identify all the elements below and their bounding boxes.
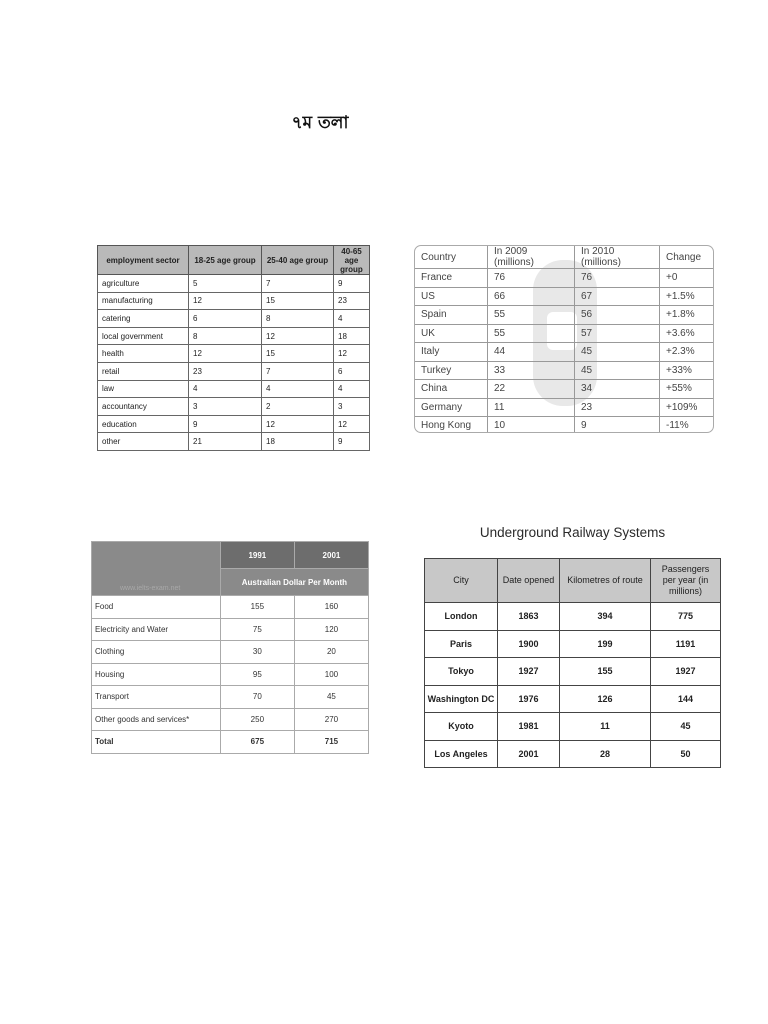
table-cell: 10 [488,417,575,434]
column-header: Kilometres of route [560,559,651,603]
table-row [98,275,370,293]
table-cell: Other goods and services* [92,708,221,731]
table-cell: 126 [560,685,651,713]
table-cell: +3.6% [660,324,714,343]
table-cell: 775 [651,603,721,631]
table-row [98,398,370,416]
table-row [92,686,369,709]
page-title: ৭ম তলা [291,113,349,133]
column-header: In 2010 (millions) [575,246,660,269]
table-cell: -11% [666,420,689,432]
underground-table-body [425,603,721,768]
table-cell: local government [98,327,189,345]
table-cell: 3 [189,398,262,416]
table-cell: 1863 [498,603,560,631]
table-cell: +1.8% [660,306,714,325]
table-row [425,630,721,658]
table-cell: 45 [575,361,660,380]
table-cell: 22 [488,380,575,399]
table-row [92,618,369,641]
table-cell: +1.5% [660,287,714,306]
table-cell: 23 [575,398,660,417]
table-cell: Hong Kong [415,417,488,434]
table-cell: 18 [334,327,370,345]
watermark-text: www.ielts-exam.net [120,585,181,592]
table-cell: 20 [294,641,368,664]
table-cell: 55 [488,306,575,325]
table-cell: 30 [220,641,294,664]
table-row [98,345,370,363]
table-header-row [92,542,369,569]
table-cell: 2001 [498,740,560,768]
table-cell: 28 [560,740,651,768]
column-header: In 2009 (millions) [488,246,575,269]
table-cell: London [425,603,498,631]
table-row [415,287,713,306]
table-cell: +2.3% [660,343,714,362]
table-cell: 120 [294,618,368,641]
table-row [415,306,713,325]
table-cell: France [415,269,488,288]
table-row [98,327,370,345]
table-cell: 8 [262,310,334,328]
table-cell: 50 [651,740,721,768]
expense-table [91,541,369,754]
table-cell: +55% [660,380,714,399]
table-cell: 1900 [498,630,560,658]
table-cell: 2 [262,398,334,416]
employment-table-body [98,275,370,451]
table-cell: 144 [651,685,721,713]
column-header: Passengers per year (in millions) [651,559,721,603]
total-row [92,731,369,754]
table-cell: +109% [660,398,714,417]
table-row [415,361,713,380]
table-cell: 57 [575,324,660,343]
table-cell: 270 [294,708,368,731]
table-cell: Tokyo [425,658,498,686]
table-cell: US [415,287,488,306]
column-header: 18-25 age group [189,246,262,275]
table-cell: manufacturing [98,292,189,310]
table-cell: 12 [189,292,262,310]
table-cell: 1927 [498,658,560,686]
table-cell: Germany [415,398,488,417]
table-row [415,343,713,362]
table-row [425,685,721,713]
table-cell: 4 [334,310,370,328]
table-cell: law [98,380,189,398]
table-cell: Food [92,596,221,619]
expense-table-body [92,596,369,754]
table-cell: 45 [651,713,721,741]
table-cell: China [415,380,488,399]
table-row [98,310,370,328]
table-cell: education [98,415,189,433]
column-header: Country [415,246,488,269]
table-row [98,362,370,380]
country-table [415,246,713,433]
table-cell: Turkey [415,361,488,380]
table-cell: 8 [189,327,262,345]
column-header: 2001 [294,542,368,569]
table-cell: Spain [415,306,488,325]
table-cell: 56 [575,306,660,325]
table-cell: 23 [189,362,262,380]
table-cell: agriculture [98,275,189,293]
table-row [98,433,370,451]
table-row [415,269,713,288]
table-row [98,415,370,433]
table-cell: 15 [262,345,334,363]
table-cell: 675 [220,731,294,754]
table-row [92,663,369,686]
table-cell: 44 [488,343,575,362]
table-cell: retail [98,362,189,380]
table-cell: 18 [262,433,334,451]
table-row [415,417,713,434]
column-header: 1991 [220,542,294,569]
table-cell: Kyoto [425,713,498,741]
table-cell: Total [92,731,221,754]
table-row [425,603,721,631]
table-cell: 70 [220,686,294,709]
table-cell: 95 [220,663,294,686]
table-cell: Italy [415,343,488,362]
table-cell: 11 [488,398,575,417]
table-cell: other [98,433,189,451]
table-cell: 7 [262,275,334,293]
column-header: 25-40 age group [262,246,334,275]
table-cell: 155 [560,658,651,686]
table-cell: +0 [660,269,714,288]
table-cell: 4 [189,380,262,398]
table-cell: 12 [262,327,334,345]
table-cell: 12 [334,415,370,433]
table-cell: Electricity and Water [92,618,221,641]
table-cell: 5 [189,275,262,293]
table-cell: 7 [262,362,334,380]
table-cell: Paris [425,630,498,658]
table-cell: 9 [334,275,370,293]
table-row [425,740,721,768]
table-cell: 160 [294,596,368,619]
table-row [415,324,713,343]
table-cell: 9 [189,415,262,433]
underground-table [424,558,721,768]
table-cell: 76 [488,269,575,288]
column-header: employment sector [98,246,189,275]
table-cell: 66 [488,287,575,306]
table-row [92,596,369,619]
table-cell: 715 [294,731,368,754]
table-cell: catering [98,310,189,328]
table-cell: 23 [334,292,370,310]
table-cell: health [98,345,189,363]
table-row [98,380,370,398]
table-cell: 12 [334,345,370,363]
table-cell: 4 [262,380,334,398]
table-cell: 155 [220,596,294,619]
table-cell: 9 [575,417,660,434]
table-cell: Washington DC [425,685,498,713]
table-header-row [425,559,721,603]
table-cell: 6 [334,362,370,380]
column-header: City [425,559,498,603]
table-row [92,708,369,731]
table-cell: +33% [660,361,714,380]
table-cell: 11 [560,713,651,741]
table-cell: 1981 [498,713,560,741]
column-header: 40-65 age group [334,246,370,275]
table-cell: Housing [92,663,221,686]
table-header-row [415,246,713,269]
table-cell: 6 [189,310,262,328]
table-cell: 33 [488,361,575,380]
column-header: Date opened [498,559,560,603]
table-cell: 15 [262,292,334,310]
table-cell: 1191 [651,630,721,658]
table-cell: 1976 [498,685,560,713]
country-table-body [415,269,713,434]
employment-table [97,245,370,451]
table-cell: UK [415,324,488,343]
table-cell: Clothing [92,641,221,664]
table-cell: 67 [575,287,660,306]
table-cell: 394 [560,603,651,631]
table-cell: 100 [294,663,368,686]
table-row [425,658,721,686]
table-cell: 1927 [651,658,721,686]
table-cell: 12 [189,345,262,363]
country-table-panel [414,245,714,433]
table-row [425,713,721,741]
table-cell: 76 [575,269,660,288]
table-cell: 9 [334,433,370,451]
table-header-row [98,246,370,275]
table-row [415,398,713,417]
underground-table-title: Underground Railway Systems [479,525,666,540]
header-corner [92,542,221,596]
table-row [415,380,713,399]
table-cell: 3 [334,398,370,416]
table-cell: 45 [294,686,368,709]
table-row [98,292,370,310]
table-cell: 45 [575,343,660,362]
table-cell: 34 [575,380,660,399]
table-cell: 199 [560,630,651,658]
table-row [92,641,369,664]
table-cell: accountancy [98,398,189,416]
table-cell: 55 [488,324,575,343]
column-header: Change [660,246,714,269]
table-cell: Los Angeles [425,740,498,768]
column-subheader: Australian Dollar Per Month [220,569,368,596]
table-cell: 21 [189,433,262,451]
table-cell: 4 [334,380,370,398]
table-cell: 75 [220,618,294,641]
table-cell: 250 [220,708,294,731]
table-cell: 12 [262,415,334,433]
table-cell: Transport [92,686,221,709]
